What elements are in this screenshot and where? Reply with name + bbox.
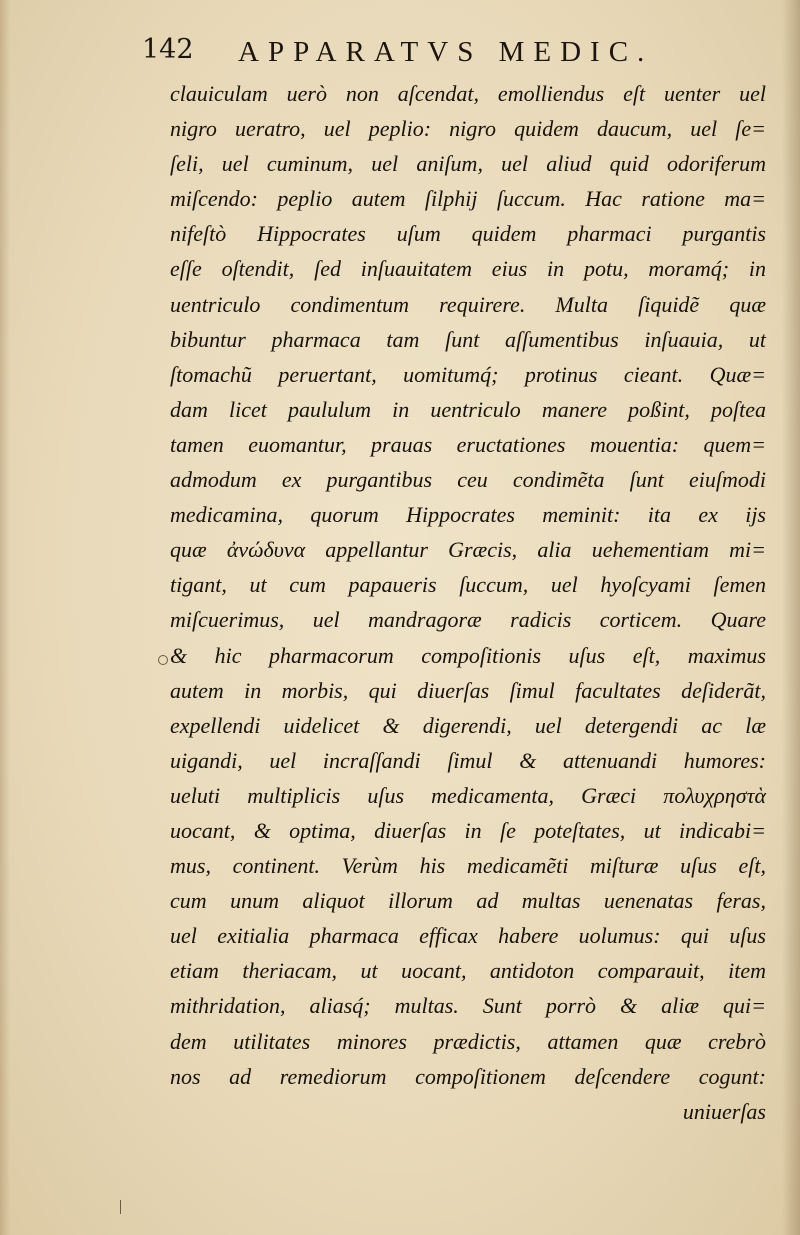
text-line: mithridation, aliasq́; multas. Sunt porrò & aliæ qui=: [170, 993, 766, 1019]
text-line: uigandi, uel incraſſandi ſimul & attenuandi humores:: [170, 747, 766, 773]
text-line: ſtomachũ peruertant, uomitumq́; protinus cieant. Quæ=: [170, 361, 766, 387]
text-line: nigro ueratro, uel peplio: nigro quidem daucum, uel ſe=: [170, 116, 766, 142]
text-line: eſſe oſtendit, ſed inſuauitatem eius in potu, moramq́; in: [170, 256, 766, 282]
page-header: [142, 34, 762, 74]
text-line: medicamina, quorum Hippocrates meminit: ita ex ijs: [170, 502, 766, 528]
page-edge-shadow: [0, 0, 10, 1235]
text-line: miſcendo: peplio autem ſilphij ſuccum. Hac ratione ma=: [170, 186, 766, 212]
text-line: nos ad remediorum compoſitionem deſcendere cogunt:: [170, 1063, 766, 1089]
text-line: tigant, ut cum papaueris ſuccum, uel hyoſcyami ſemen: [170, 572, 766, 598]
text-line: uel exitialia pharmaca efficax habere uolumus: qui uſus: [170, 923, 766, 949]
text-line: admodum ex purgantibus ceu condimẽta ſunt eiuſmodi: [170, 467, 766, 493]
margin-tick-mark: [120, 1200, 121, 1214]
text-line: uentriculo condimentum requirere. Multa ſiquidẽ quæ: [170, 291, 766, 317]
text-line: mus, continent. Verùm his medicamẽti miſturæ uſus eſt,: [170, 853, 766, 879]
text-line: quæ ἀνώδυνα appellantur Græcis, alia uehementiam mi=: [170, 537, 766, 563]
text-line: tamen euomantur, prauas eructationes mouentia: quem=: [170, 431, 766, 457]
text-line: ueluti multiplicis uſus medicamenta, Græci πολυχρηστὰ: [170, 782, 766, 808]
text-line: ſeli, uel cuminum, uel aniſum, uel aliud quid odoriferum: [170, 151, 766, 177]
text-line: etiam theriacam, ut uocant, antidoton comparauit, item: [170, 958, 766, 984]
text-line: & hic pharmacorum compoſitionis uſus eſt, maximus: [170, 642, 766, 668]
body-text: [170, 76, 766, 1129]
margin-hole-mark: [158, 655, 168, 665]
text-line: autem in morbis, qui diuerſas ſimul facultates deſiderãt,: [170, 677, 766, 703]
text-line: dam licet paululum in uentriculo manere poßint, poſtea: [170, 396, 766, 422]
page-number: 142: [142, 34, 194, 65]
text-line: clauiculam uerò non aſcendat, emolliendus eſt uenter uel: [170, 81, 766, 106]
text-line: cum unum aliquot illorum ad multas uenenatas feras,: [170, 888, 766, 914]
text-line: expellendi uidelicet & digerendi, uel detergendi ac læ: [170, 712, 766, 738]
running-head: APPARATVS MEDIC.: [238, 36, 654, 68]
catchword: uniuerſas: [682, 1098, 766, 1124]
gutter-shadow: [782, 0, 800, 1235]
text-line: dem utilitates minores prædictis, attamen quæ crebrò: [170, 1028, 766, 1054]
text-line: uocant, & optima, diuerſas in ſe poteſtates, ut indicabi=: [170, 817, 766, 843]
text-line: miſcuerimus, uel mandragoræ radicis corticem. Quare: [170, 607, 766, 633]
text-line: bibuntur pharmaca tam ſunt aſſumentibus inſuauia, ut: [170, 326, 766, 352]
text-line: nifeſtò Hippocrates uſum quidem pharmaci purgantis: [170, 221, 766, 247]
